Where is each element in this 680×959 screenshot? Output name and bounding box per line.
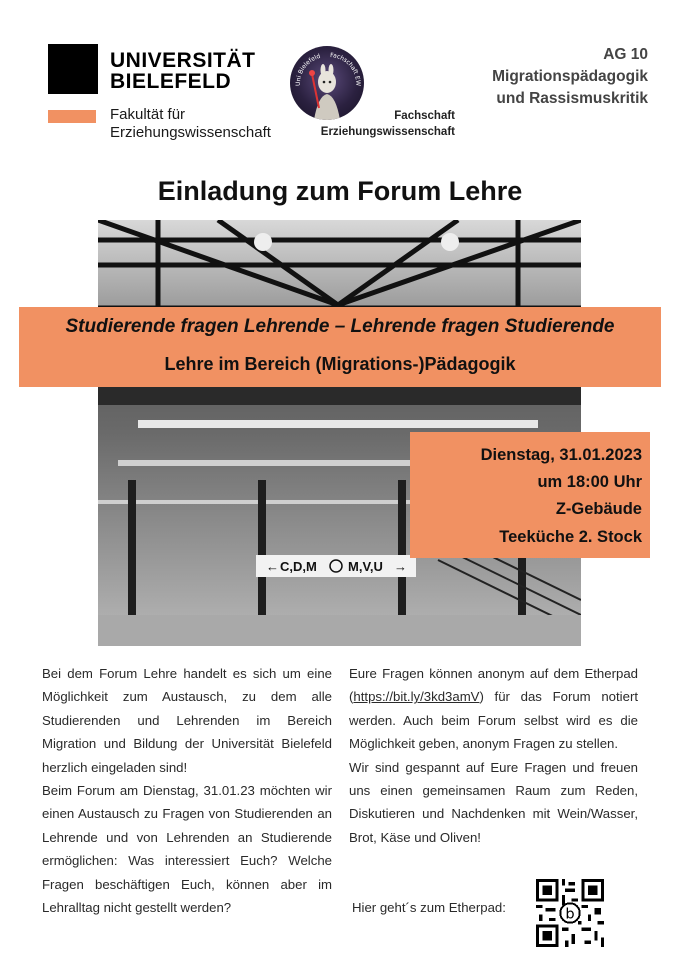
svg-text:←: ← — [266, 559, 279, 574]
etherpad-hint: Hier geht´s zum Etherpad: — [352, 900, 506, 915]
banner-subtitle: Lehre im Bereich (Migrations-)Pädagogik — [164, 354, 516, 374]
event-room: Teeküche 2. Stock — [499, 528, 642, 546]
etherpad-paragraph: Eure Fragen können anonym auf dem Etherpad (https://bit.ly/3kd3amV) für das Forum notiert werden. Auch beim Forum selbst wird es die Möglichkeit geben, anonym Fragen zu stellen. — [349, 666, 638, 752]
right-column — [349, 662, 638, 849]
seal-text-left: Uni Bielefeld — [294, 52, 322, 87]
svg-text:Uni Bielefeld — [295, 53, 322, 86]
svg-text:→: → — [394, 559, 407, 574]
event-building: Z-Gebäude — [555, 500, 642, 518]
event-date: Dienstag, 31.01.2023 — [480, 446, 642, 464]
etherpad-link[interactable]: https://bit.ly/3kd3amV — [353, 689, 480, 705]
intro-paragraph: Bei dem Forum Lehre handelt es sich um eine Möglichkeit zum Austausch, zu dem alle Studierenden und Lehrenden im Bereich Migration und Bildung der Universität Bielefeld herzlich eingeladen sind! — [42, 666, 332, 775]
closing-paragraph: Wir sind gespannt auf Eure Fragen und freuen uns einen gemeinsamen Raum zum Reden, Diskutieren und Nachdenken mit Wein/Wasser, Brot, Käse und Oliven! — [349, 759, 638, 845]
ag-label: AG 10 Migrationspädagogik und Rassismuskritik — [492, 46, 648, 107]
university-logo-block — [48, 44, 98, 94]
sign-left-text: C,D,M — [280, 559, 317, 574]
faculty-name: Fakultät für Erziehungswissenschaft — [110, 106, 271, 141]
page-title: Einladung zum Forum Lehre — [157, 176, 523, 206]
university-logo-bar — [48, 110, 96, 123]
event-time: um 18:00 Uhr — [537, 473, 642, 491]
forum-paragraph: Beim Forum am Dienstag, 31.01.23 möchten wir einen Austausch zu Fragen von Studierenden an Lehrende und von Lehrenden an Studierende ermöglichen: Was interessiert Euch? Welche Fragen beschäftigen Euch, können aber im Lehralltag nicht gestellt werden? — [42, 783, 332, 916]
left-column — [42, 662, 332, 919]
university-name: UNIVERSITÄT BIELEFELD — [110, 49, 256, 93]
banner-headline: Studierende fragen Lehrende – Lehrende fragen Studierende — [65, 316, 615, 337]
etherpad-qr-code[interactable] — [536, 879, 604, 947]
seal-text-right: Fachschaft EW — [329, 51, 362, 87]
fachschaft-label: Fachschaft Erziehungswissenschaft — [320, 110, 455, 138]
svg-text:b: b — [565, 905, 575, 923]
sign-right-text: M,V,U — [348, 559, 383, 574]
